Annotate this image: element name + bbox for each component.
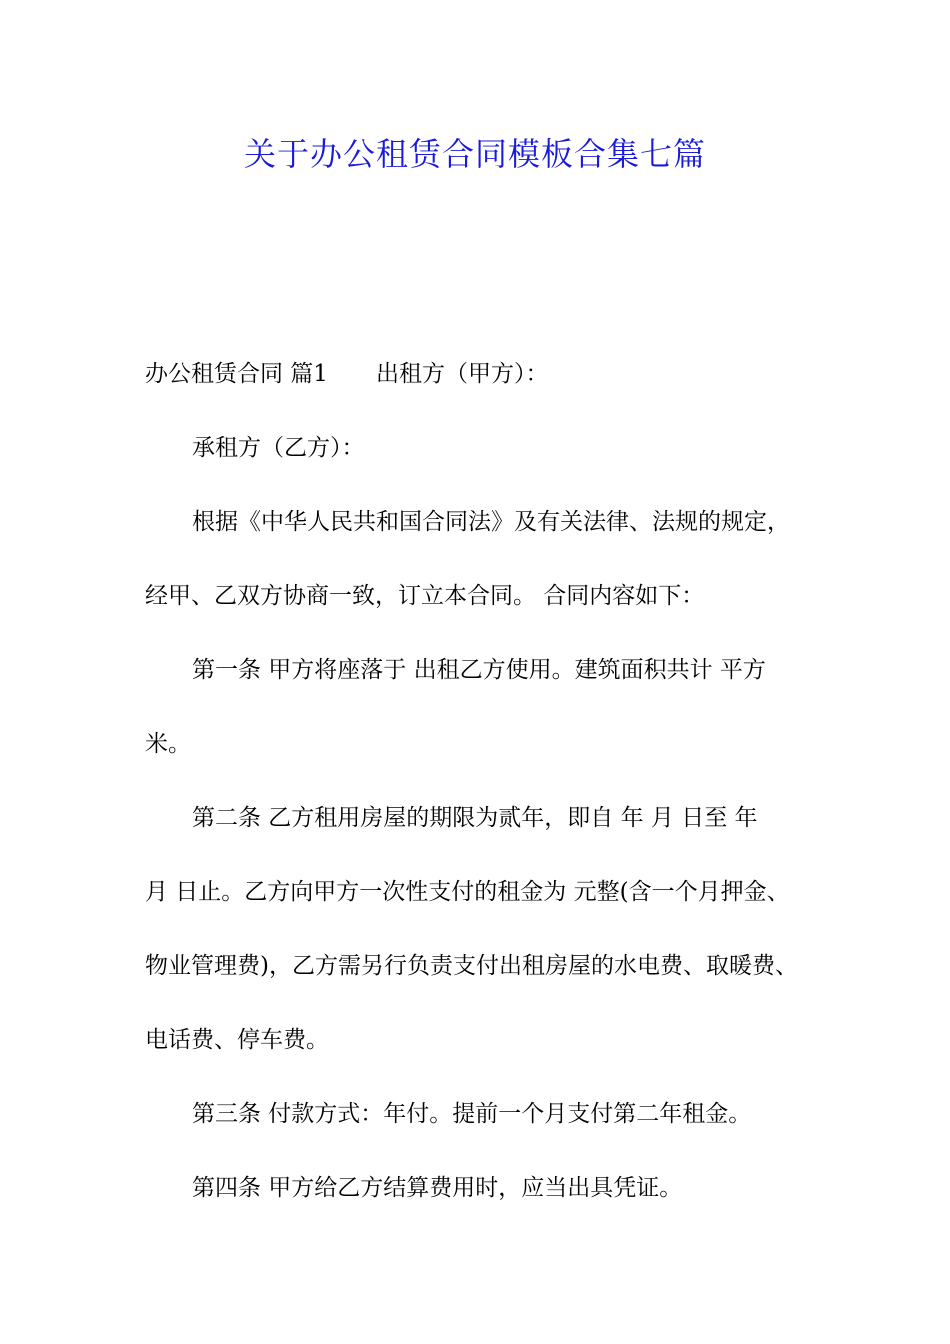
clause-4-line: 第四条 甲方给乙方结算费用时，应当出具凭证。 — [192, 1175, 683, 1201]
contract-heading-line — [145, 337, 835, 411]
clause-1-line: 第一条 甲方将座落于 出租乙方使用。建筑面积共计 平方 — [192, 657, 766, 683]
clause-3-line: 第三条 付款方式：年付。提前一个月支付第二年租金。 — [192, 1101, 752, 1127]
contract-body — [145, 337, 835, 1225]
clause-1-line: 米。 — [145, 731, 191, 757]
section-label: 办公租赁合同 篇1 — [145, 361, 328, 387]
document-title: 关于办公租赁合同模板合集七篇 — [243, 135, 706, 173]
clause-2-line: 月 日止。乙方向甲方一次性支付的租金为 元整(含一个月押金、 — [145, 879, 790, 905]
clause-2-line: 第二条 乙方租用房屋的期限为贰年，即自 年 月 日至 年 — [192, 805, 758, 831]
paragraph-line: 根据《中华人民共和国合同法》及有关法律、法规的规定， — [192, 509, 790, 535]
lessee-label: 承租方（乙方）： — [192, 435, 365, 461]
paragraph-line: 经甲、乙双方协商一致，订立本合同。 合同内容如下： — [145, 583, 705, 609]
clause-2-line: 电话费、停车费。 — [145, 1027, 329, 1053]
lessor-label: 出租方（甲方）： — [375, 361, 549, 387]
clause-2-line: 物业管理费)，乙方需另行负责支付出租房屋的水电费、取暖费、 — [145, 953, 798, 979]
